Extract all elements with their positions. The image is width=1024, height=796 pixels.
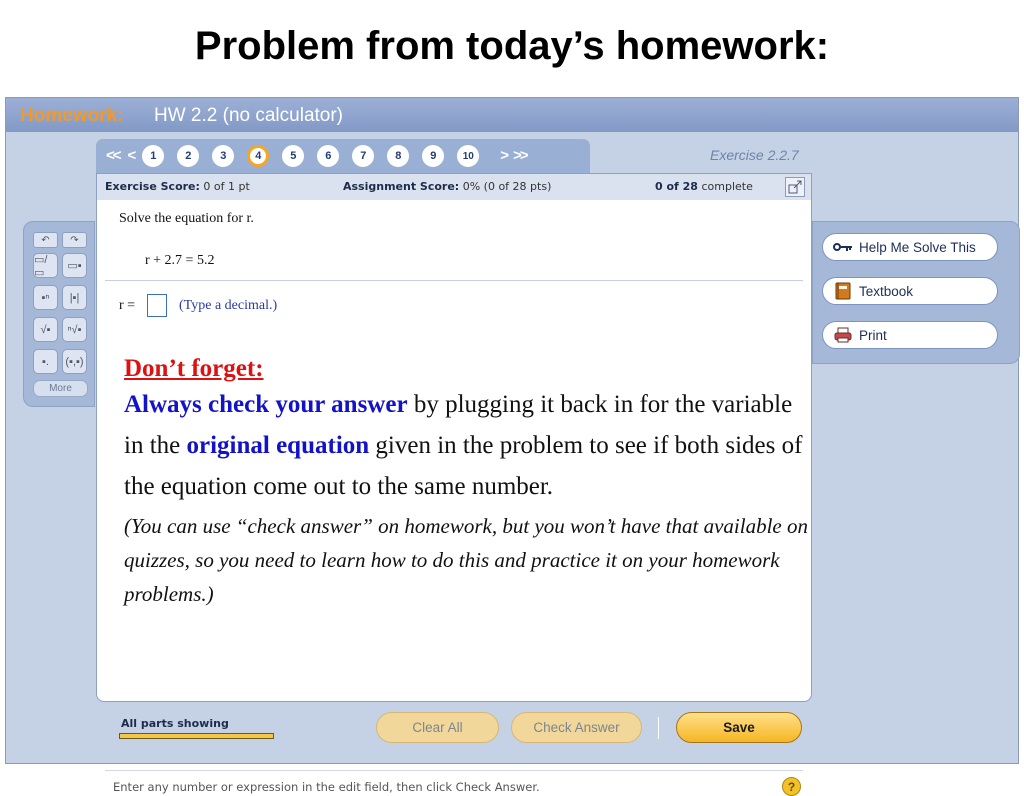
divider [105, 280, 803, 281]
help-panel [812, 221, 1020, 364]
reminder-note [124, 354, 812, 611]
print-label: Print [859, 327, 887, 343]
note-emphasis-original: original equation [186, 432, 370, 459]
exponent-tool-button[interactable]: ▪ⁿ [33, 285, 58, 310]
expand-icon [786, 178, 804, 196]
question-10-button[interactable]: 10 [457, 145, 479, 167]
equation: r + 2.7 = 5.2 [145, 253, 215, 268]
parts-progress-bar [119, 733, 274, 739]
homework-window [5, 97, 1019, 794]
help-me-solve-button[interactable] [822, 233, 998, 261]
undo-button[interactable]: ↶ [33, 232, 58, 248]
completion-status [655, 180, 753, 193]
help-icon[interactable]: ? [782, 777, 801, 796]
decimal-tool-button[interactable]: ▪. [33, 349, 58, 374]
exercise-score [105, 180, 250, 193]
mixed-number-tool-button[interactable]: ▭▪ [62, 253, 87, 278]
help-me-solve-label: Help Me Solve This [859, 239, 976, 255]
assignment-score-value: 0% (0 of 28 pts) [462, 180, 552, 193]
answer-label: r = [119, 298, 136, 313]
assignment-name: HW 2.2 (no calculator) [154, 105, 344, 126]
note-emphasis-check: Always check your answer [124, 391, 408, 418]
exercise-score-label: Exercise Score: [105, 180, 200, 193]
previous-question-button[interactable]: < [127, 147, 135, 164]
score-bar [97, 174, 811, 200]
assignment-score-label: Assignment Score: [343, 180, 460, 193]
question-9-button[interactable]: 9 [422, 145, 444, 167]
question-prompt: Solve the equation for r. [119, 211, 254, 226]
question-5-button[interactable]: 5 [282, 145, 304, 167]
expand-button[interactable] [785, 177, 805, 197]
assignment-score [343, 180, 551, 193]
save-button[interactable]: Save [676, 712, 802, 743]
textbook-label: Textbook [859, 283, 914, 299]
complete-count: 0 of 28 [655, 180, 698, 193]
first-question-button[interactable]: << [106, 147, 120, 164]
slide-title: Problem from today’s homework: [194, 24, 830, 68]
square-root-tool-button[interactable]: √▪ [33, 317, 58, 342]
note-italic-aside: (You can use “check answer” on homework, but you won’t have that available on quizzes, so you need to learn how to do this and practice it on your homework problems.) [124, 514, 808, 606]
question-4-button[interactable]: 4 [247, 145, 269, 167]
answer-input[interactable] [147, 294, 167, 317]
absolute-value-tool-button[interactable]: |▪| [62, 285, 87, 310]
check-answer-button[interactable]: Check Answer [511, 712, 642, 743]
ordered-pair-tool-button[interactable]: (▪,▪) [62, 349, 87, 374]
question-7-button[interactable]: 7 [352, 145, 374, 167]
question-8-button[interactable]: 8 [387, 145, 409, 167]
next-question-button[interactable]: > [500, 147, 508, 164]
note-text-1: by plugging it back in for the variable in the [124, 391, 793, 459]
more-tools-button[interactable]: More [33, 380, 88, 397]
exercise-id: Exercise 2.2.7 [710, 147, 799, 163]
note-text-2: given in the problem to see if both sides of the equation come out to the same number. [124, 432, 803, 500]
printer-icon [833, 326, 853, 344]
homework-header [6, 98, 1018, 132]
button-separator [658, 717, 659, 739]
answer-format-hint: (Type a decimal.) [179, 298, 278, 313]
homework-label: Homework: [20, 105, 124, 126]
instructions-text: Enter any number or expression in the edit field, then click Check Answer. [113, 780, 540, 794]
question-navigator [96, 139, 590, 173]
clear-all-button[interactable]: Clear All [376, 712, 499, 743]
question-1-button[interactable]: 1 [142, 145, 164, 167]
divider [105, 770, 803, 771]
nth-root-tool-button[interactable]: ⁿ√▪ [62, 317, 87, 342]
complete-label: complete [701, 180, 753, 193]
note-body [124, 384, 812, 507]
key-icon [833, 238, 853, 256]
fraction-tool-button[interactable]: ▭/▭ [33, 253, 58, 278]
math-tool-palette [23, 221, 95, 407]
question-6-button[interactable]: 6 [317, 145, 339, 167]
textbook-button[interactable] [822, 277, 998, 305]
parts-showing-label: All parts showing [121, 717, 229, 730]
redo-button[interactable]: ↷ [62, 232, 87, 248]
print-button[interactable] [822, 321, 998, 349]
note-heading: Don’t forget: [124, 355, 264, 382]
question-3-button[interactable]: 3 [212, 145, 234, 167]
exercise-score-value: 0 of 1 pt [203, 180, 250, 193]
question-2-button[interactable]: 2 [177, 145, 199, 167]
book-icon [833, 282, 853, 300]
last-question-button[interactable]: >> [513, 147, 527, 164]
